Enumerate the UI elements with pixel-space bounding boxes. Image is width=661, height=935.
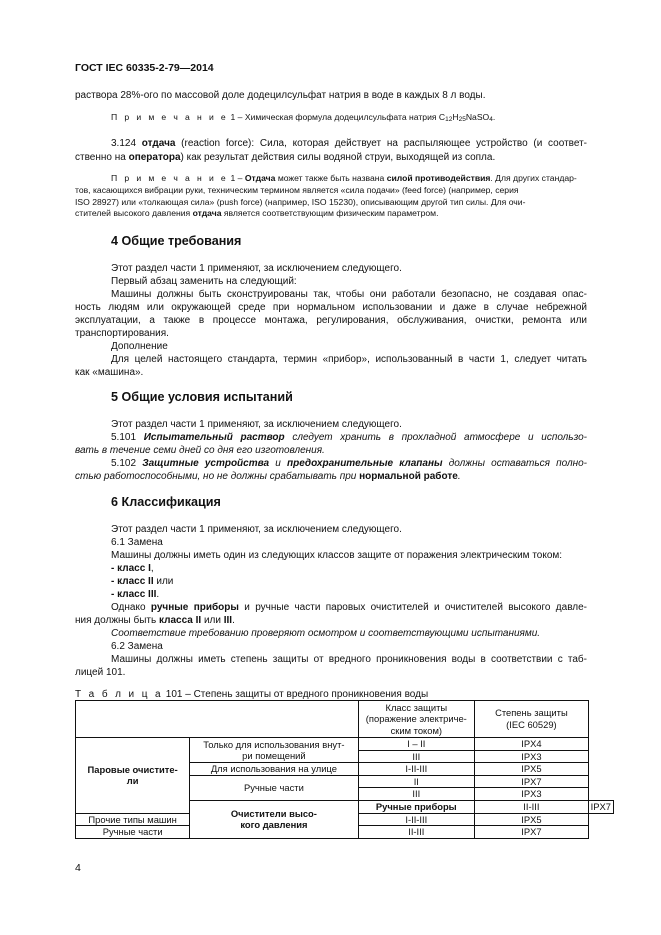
ip-cell: IPX7 (475, 775, 589, 788)
definition-3-124-line2: ственно на оператора) как результат действия силы водяной струи, выходящей из сопла. (75, 152, 496, 163)
section-4-p3-line4: транспортирования. (75, 328, 169, 339)
table-header-class: Класс защиты (поражение электриче- ским током) (358, 701, 475, 738)
section-6-p4-line2: ния должны быть класса II или III. (75, 615, 235, 626)
section-4-p2: Первый абзац заменить на следующий: (111, 276, 297, 287)
section-4-p3-line2: ность людям или окружающей среде при нормальном использовании и даже в случае небрежной (75, 302, 587, 313)
ip-cell: IPX7 (475, 826, 589, 839)
section-6-2-line1: Машины должны иметь степень защиты от вредного проникновения воды в соответствии с таб- (111, 654, 587, 665)
compliance-check: Соответствие требованию проверяют осмотром и соответствующими испытаниями. (111, 628, 541, 639)
section-4-heading: 4 Общие требования (111, 234, 242, 248)
group-high-pressure-cleaners: Очистители высо- кого давления (190, 800, 358, 838)
class-cell: II-III (358, 826, 475, 839)
section-4-p5-line2: как «машина». (75, 367, 144, 378)
note-1: П р и м е ч а н и е 1 – Химическая формула додецилсульфата натрия $C_{12}H_{25}NaSO_4$. (111, 112, 496, 123)
definition-3-124-line1: 3.124 отдача (reaction force): Сила, которая действует на распыляющее устройство (и соответ- (111, 138, 587, 149)
ip-cell: IPX4 (475, 738, 589, 751)
section-6-p1: Этот раздел части 1 применяют, за исключением следующего. (111, 524, 402, 535)
section-5-heading: 5 Общие условия испытаний (111, 390, 293, 404)
table-row (76, 738, 614, 751)
class-i-item: - класс I, (111, 563, 154, 574)
protection-table (75, 700, 614, 839)
section-4-p5-line1: Для целей настоящего стандарта, термин «прибор», использованный в части 1, следует читать (111, 354, 587, 365)
note-2-line4: стителей высокого давления отдача является соответствующим физическим параметром. (75, 208, 439, 218)
note-2-line3: ISO 28927) или «толкающая сила» (push force) (например, ISO 15230), описывающим другой тип силы. Для очи- (75, 197, 526, 207)
type-indoor: Только для использования внут- ри помещений (190, 738, 358, 763)
section-6-2-line2: лицей 101. (75, 667, 126, 678)
section-5-p1: Этот раздел части 1 применяют, за исключением следующего. (111, 419, 402, 430)
note-2-line2: тов, касающихся вибрации руки, техническим термином является «сила подачи» (feed force) (например, серия (75, 185, 519, 195)
class-iii-item: - класс III. (111, 589, 160, 600)
class-ii-item: - класс II или (111, 576, 174, 587)
class-cell: III (358, 750, 475, 763)
table-header-ip: Степень защиты (IEC 60529) (475, 701, 589, 738)
table-caption: Т а б л и ц а 101 – Степень защиты от вредного проникновения воды (75, 689, 429, 700)
section-5-102-line1: 5.102 Защитные устройства и предохранительные клапаны должны оставаться полно- (111, 458, 587, 469)
class-cell: II-III (475, 800, 589, 813)
section-6-p4-line1: Однако ручные приборы и ручные части паровых очистителей и очистителей высокого давле- (111, 602, 588, 613)
section-6-heading: 6 Классификация (111, 495, 221, 509)
type-outdoor: Для использования на улице (190, 763, 358, 776)
ip-cell: IPX3 (475, 750, 589, 763)
type-hand-held: Ручные приборы (358, 800, 475, 813)
page-number: 4 (75, 862, 81, 874)
section-6-1-text: Машины должны иметь один из следующих классов защите от поражения электрическим током: (111, 550, 563, 561)
class-cell: I – II (358, 738, 475, 751)
ip-cell: IPX3 (475, 788, 589, 801)
section-5-102-line2: стью работоспособными, но не должны срабатывать при нормальной работе. (75, 471, 461, 482)
ip-cell: IPX5 (475, 813, 589, 826)
section-5-101-line1: 5.101 Испытательный раствор следует хранить в прохладной атмосфере и использо- (111, 432, 587, 443)
section-6-1-title: 6.1 Замена (111, 537, 163, 548)
class-cell: II (358, 775, 475, 788)
type-hand-parts: Ручные части (190, 775, 358, 800)
type-hand-parts-hp: Ручные части (76, 826, 190, 839)
section-4-p1: Этот раздел части 1 применяют, за исключением следующего. (111, 263, 402, 274)
class-cell: III (358, 788, 475, 801)
document-header: ГОСТ IEC 60335-2-79—2014 (75, 62, 214, 74)
table-header-empty (76, 701, 359, 738)
ip-cell: IPX5 (475, 763, 589, 776)
note-2-line1: П р и м е ч а н и е 1 – Отдача может также быть названа силой противодействия. Для других стандар- (111, 173, 577, 183)
section-4-p3-line3: эксплуатации, а также в процессе монтажа, регулирования, обслуживания, очистки, ремонта или (75, 315, 587, 326)
ip-cell: IPX7 (588, 800, 613, 813)
table-header-row (76, 701, 614, 738)
type-other: Прочие типы машин (76, 813, 190, 826)
section-6-2-title: 6.2 Замена (111, 641, 163, 652)
section-4-p3-line1: Машины должны быть сконструированы так, чтобы они работали безопасно, не создавая опас- (111, 289, 587, 300)
class-cell: I-II-III (358, 813, 475, 826)
group-steam-cleaners: Паровые очистите- ли (76, 738, 190, 814)
class-cell: I-II-III (358, 763, 475, 776)
section-5-101-line2: вать в течение семи дней со дня его изготовления. (75, 445, 325, 456)
section-4-p4: Дополнение (111, 341, 168, 352)
paragraph-continuation: раствора 28%-ого по массовой доле додецилсульфат натрия в воде в каждых 8 л воды. (75, 90, 486, 101)
